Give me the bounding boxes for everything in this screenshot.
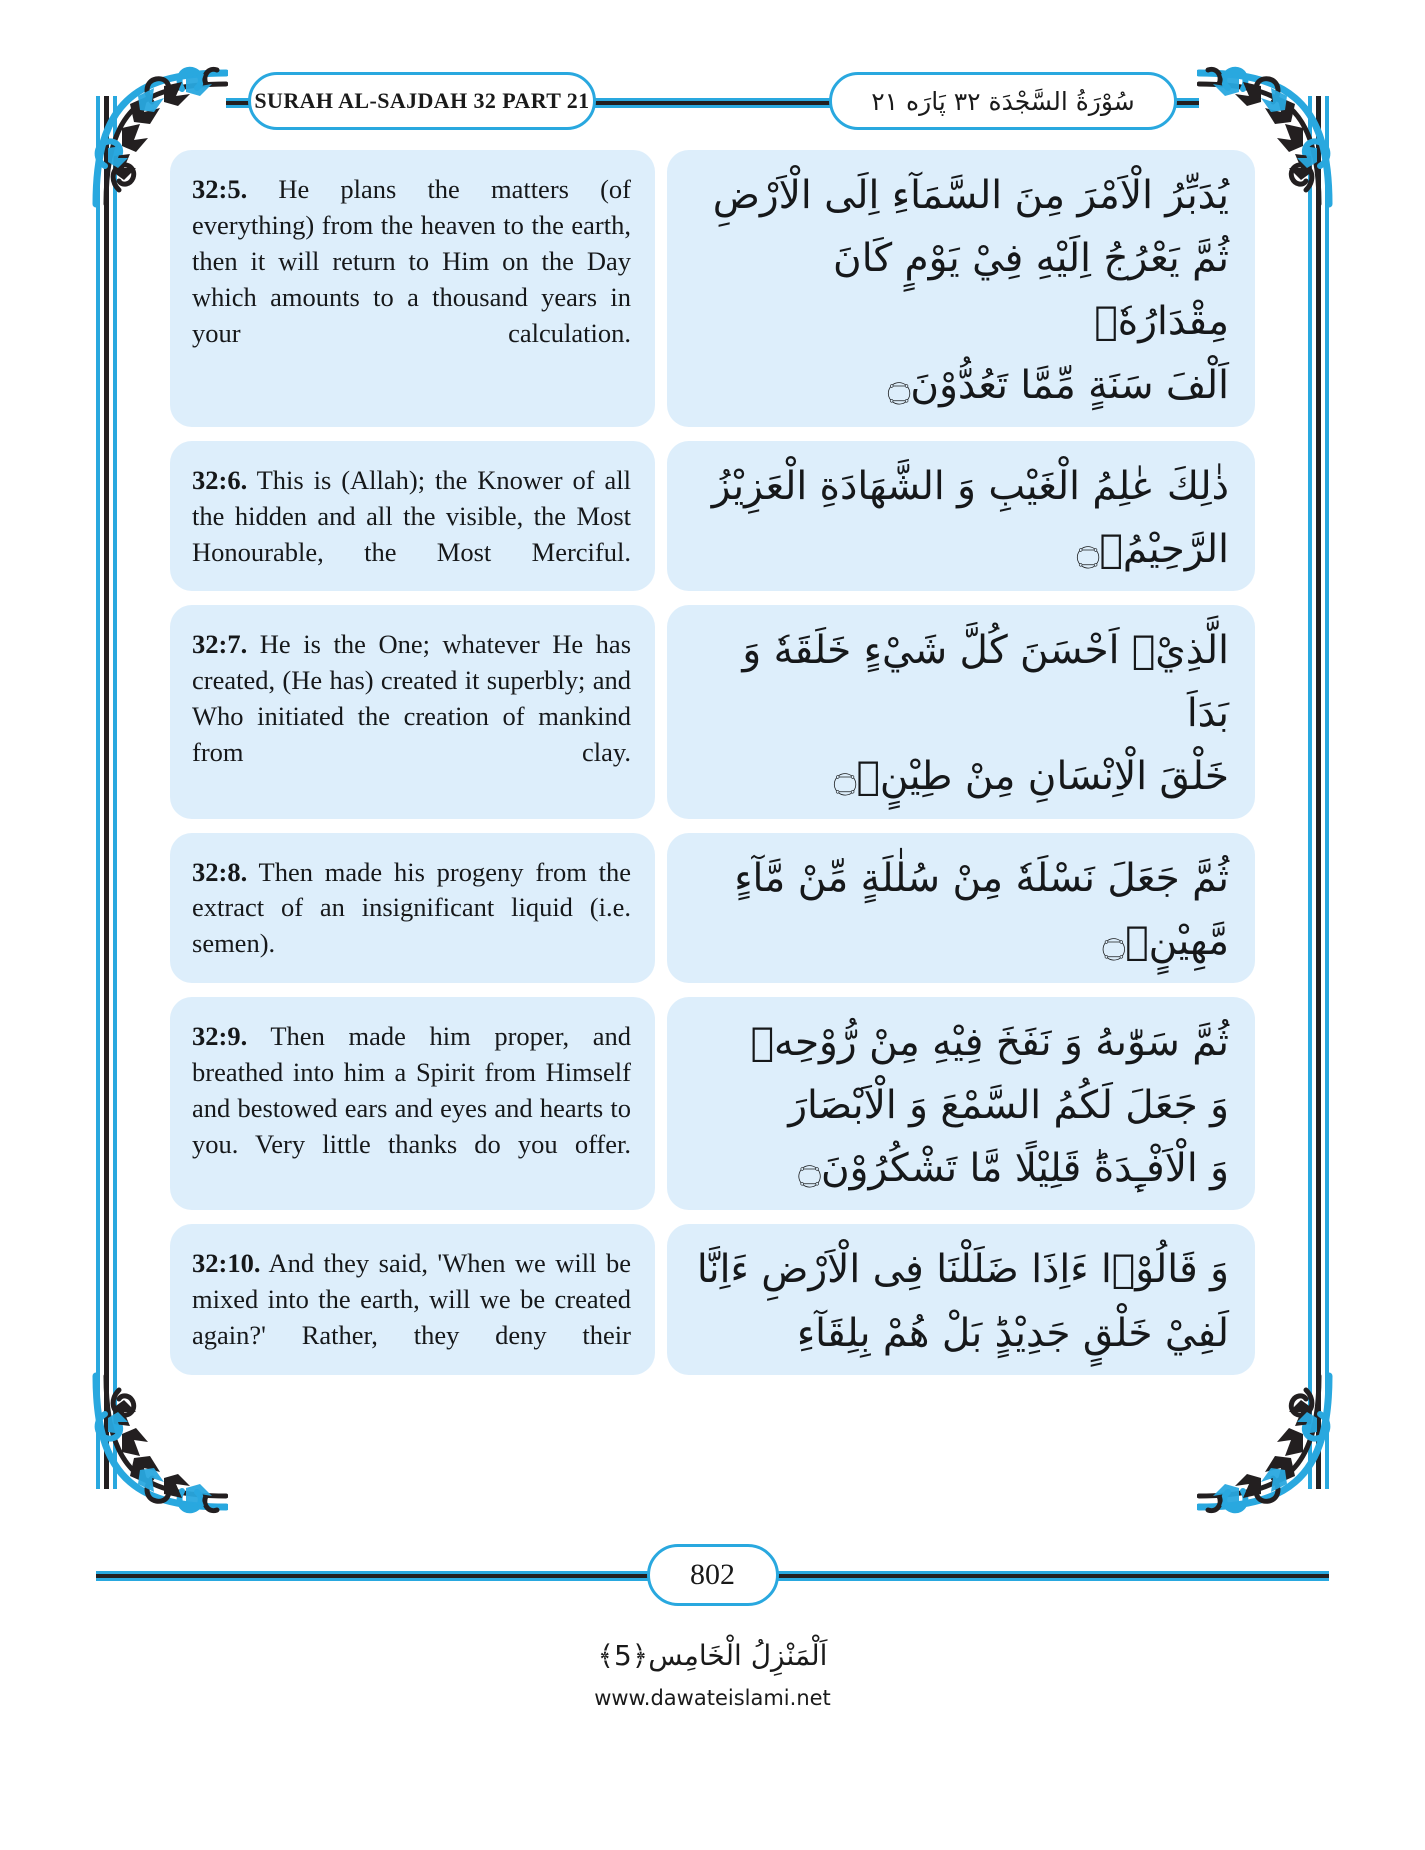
verse-arabic-line: لَفِيْ خَلْقٍ جَدِيْدٍؕ بَلْ هُمْ بِلِقَآءِ [796, 1310, 1229, 1356]
verse-translation-cell [170, 150, 655, 427]
verse-translation-text: And they said, 'When we will be mixed into the earth, will we be created again?' Rather, they deny their [192, 1248, 631, 1351]
surah-title-arabic: سُوْرَةُ السَّجْدَة ٣٢ پَارَه ٢١ [871, 86, 1135, 116]
verse-arabic-line: وَ جَعَلَ لَكُمُ السَّمْعَ وَ الْاَبْصَارَ [788, 1083, 1229, 1129]
verse-translation-text: Then made him proper, and breathed into him a Spirit from Himself and bestowed ears and eyes and hearts to you. Very little thanks do you offer. [192, 1020, 631, 1159]
verse-number: 32:9. [192, 1020, 248, 1051]
page-footer [96, 1544, 1329, 1608]
verse-row [170, 441, 1255, 591]
surah-title-english-pill [248, 72, 596, 130]
verse-arabic-cell [667, 997, 1255, 1211]
verse-translation-cell [170, 441, 655, 591]
page-number: 802 [690, 1558, 735, 1591]
verse-row [170, 605, 1255, 819]
verse-row [170, 833, 1255, 983]
surah-title-english: SURAH AL-SAJDAH 32 PART 21 [254, 88, 590, 113]
verse-number: 32:5. [192, 174, 248, 204]
verse-arabic-line: خَلْقَ الْاِنْسَانِ مِنْ طِيْنٍۚ۝ [833, 754, 1229, 800]
verse-translation-cell [170, 605, 655, 819]
verse-arabic-line: مَّهِيْنٍۚ۝ [1102, 918, 1229, 964]
verse-arabic-line: اَلْفَ سَنَةٍ مِّمَّا تَعُدُّوْنَ۝ [887, 362, 1229, 408]
floral-ornament-icon [78, 1368, 228, 1518]
verse-arabic-line: يُدَبِّرُ الْاَمْرَ مِنَ السَّمَآءِ اِلَى الْاَرْضِ [712, 173, 1229, 218]
verse-arabic-cell [667, 441, 1255, 591]
verse-arabic-line: ثُمَّ سَوّٰىهُ وَ نَفَخَ فِيْهِ مِنْ رُّوْحِهٖ [750, 1019, 1229, 1065]
verse-arabic-cell [667, 833, 1255, 983]
verse-number: 32:8. [192, 856, 248, 887]
verse-number: 32:6. [192, 464, 248, 495]
surah-title-arabic-pill [829, 72, 1177, 130]
verse-translation-cell [170, 997, 655, 1211]
verse-translation-cell [170, 1224, 655, 1374]
verse-translation-cell [170, 833, 655, 983]
verse-arabic-cell [667, 150, 1255, 427]
verse-number: 32:10. [192, 1248, 261, 1279]
verse-translation-text: This is (Allah); the Knower of all the hidden and all the visible, the Most Honourable, the Most Merciful. [192, 464, 631, 567]
verse-arabic-line: ثُمَّ يَعْرُجُ اِلَيْهِ فِيْ يَوْمٍ كَانَ مِقْدَارُهٗۤ [833, 236, 1229, 345]
verse-list [170, 150, 1255, 1389]
page-header [96, 72, 1329, 130]
verse-arabic-line: وَ الْاَفْـِٕدَةَؕ قَلِيْلًا مَّا تَشْكُرُوْنَ۝ [798, 1146, 1229, 1192]
verse-arabic-line: ثُمَّ جَعَلَ نَسْلَهٗ مِنْ سُلٰلَةٍ مِّنْ مَّآءٍ [734, 855, 1229, 901]
verse-row [170, 1224, 1255, 1374]
verse-number: 32:7. [192, 629, 248, 660]
verse-arabic-cell [667, 605, 1255, 819]
manzil-label: اَلْمَنْزِلُ الْخَامِس﴿5﴾ [597, 1639, 828, 1672]
verse-arabic-line: ذٰلِكَ عٰلِمُ الْغَيْبِ وَ الشَّهَادَةِ الْعَزِيْزُ [711, 463, 1229, 509]
verse-arabic-line: وَ قَالُوْۤا ءَاِذَا ضَلَلْنَا فِى الْاَرْضِ ءَاِنَّا [696, 1247, 1229, 1293]
verse-arabic-cell [667, 1224, 1255, 1374]
website-url[interactable]: www.dawateislami.net [594, 1686, 831, 1710]
verse-row [170, 997, 1255, 1211]
floral-ornament-icon [1197, 1368, 1347, 1518]
verse-arabic-line: الَّذِيْۤ اَحْسَنَ كُلَّ شَيْءٍ خَلَقَهٗ وَ بَدَاَ [742, 628, 1229, 737]
verse-translation-text: He is the One; whatever He has created, (He has) created it superbly; and Who initiated the creation of mankind from clay. [192, 629, 632, 767]
verse-translation-text: Then made his progeny from the extract of an insignificant liquid (i.e. semen). [192, 856, 631, 959]
page-number-pill [647, 1544, 779, 1606]
verse-row [170, 150, 1255, 427]
verse-translation-text: He plans the matters (of everything) from the heaven to the earth, then it will return to Him on the Day which amounts to a thousand years in your calculation. [192, 174, 631, 348]
verse-arabic-line: الرَّحِيْمُۙ۝ [1076, 526, 1229, 572]
